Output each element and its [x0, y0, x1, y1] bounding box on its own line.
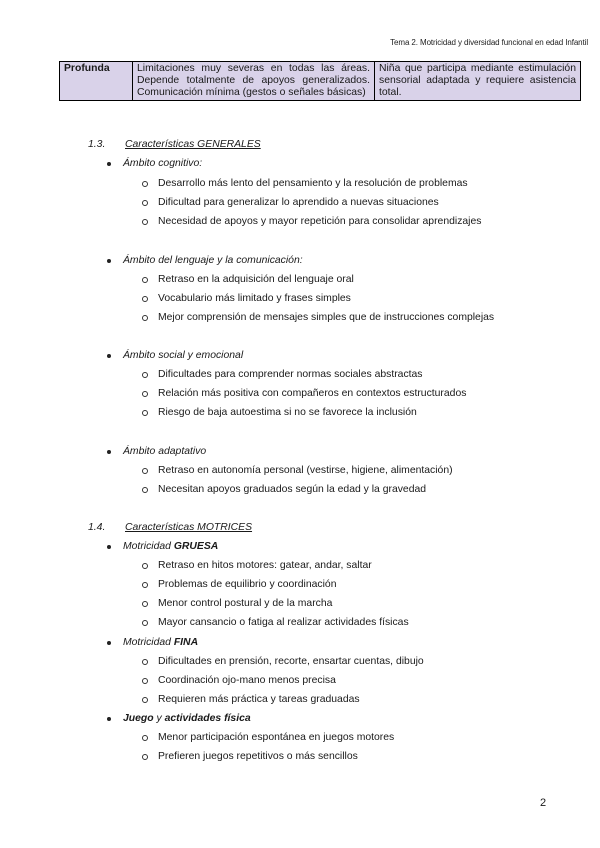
severity-level-cell: Profunda	[60, 62, 133, 101]
section-title: Características MOTRICES	[125, 522, 253, 533]
page-number: 2	[540, 797, 547, 809]
list-item-text: Prefieren juegos repetitivos o más sencillos	[158, 751, 358, 762]
list-item-text: Vocabulario más limitado y frases simples	[158, 293, 351, 304]
circle-bullet-icon	[142, 620, 148, 626]
bullet-label	[123, 713, 251, 724]
circle-bullet-icon	[142, 697, 148, 703]
bullet-icon	[107, 259, 111, 263]
circle-bullet-icon	[142, 735, 148, 741]
circle-bullet-icon	[142, 659, 148, 665]
circle-bullet-icon	[142, 391, 148, 397]
section-number: 1.4.	[88, 522, 106, 533]
bullet-label	[123, 541, 218, 552]
list-item-text: Menor control postural y de la marcha	[158, 598, 333, 609]
circle-bullet-icon	[142, 296, 148, 302]
bullet-icon	[107, 545, 111, 549]
list-item-text: Coordinación ojo-mano menos precisa	[158, 675, 336, 686]
circle-bullet-icon	[142, 468, 148, 474]
circle-bullet-icon	[142, 582, 148, 588]
list-item-text: Mayor cansancio o fatiga al realizar actividades físicas	[158, 617, 409, 628]
section-title: Características GENERALES	[125, 139, 261, 150]
section-number: 1.3.	[88, 139, 106, 150]
bullet-label: Ámbito cognitivo:	[123, 158, 203, 169]
bullet-label: Ámbito social y emocional	[123, 350, 244, 361]
circle-bullet-icon	[142, 315, 148, 321]
list-item-text: Problemas de equilibrio y coordinación	[158, 579, 337, 590]
circle-bullet-icon	[142, 563, 148, 569]
bullet-icon	[107, 162, 111, 166]
circle-bullet-icon	[142, 372, 148, 378]
circle-bullet-icon	[142, 410, 148, 416]
list-item-text: Dificultad para generalizar lo aprendido a nuevas situaciones	[158, 197, 439, 208]
list-item-text: Dificultades en prensión, recorte, ensartar cuentas, dibujo	[158, 656, 424, 667]
list-item-text: Necesidad de apoyos y mayor repetición para consolidar aprendizajes	[158, 216, 482, 227]
circle-bullet-icon	[142, 219, 148, 225]
bullet-icon	[107, 717, 111, 721]
label-prefix: Motricidad	[123, 541, 174, 552]
list-item-text: Menor participación espontánea en juegos motores	[158, 732, 395, 743]
circle-bullet-icon	[142, 678, 148, 684]
circle-bullet-icon	[142, 181, 148, 187]
label-emphasis: GRUESA	[173, 541, 219, 552]
table-row	[60, 62, 581, 101]
severity-table	[59, 61, 581, 101]
bullet-label	[123, 637, 198, 648]
bullet-label: Ámbito adaptativo	[123, 446, 207, 457]
bullet-icon	[107, 450, 111, 454]
bullet-icon	[107, 354, 111, 358]
running-header: Tema 2. Motricidad y diversidad funcional en edad Infantil	[390, 38, 588, 47]
list-item-text: Dificultades para comprender normas sociales abstractas	[158, 369, 423, 380]
list-item-text: Desarrollo más lento del pensamiento y la resolución de problemas	[158, 178, 468, 189]
list-item-text: Mejor comprensión de mensajes simples que de instrucciones complejas	[158, 312, 495, 323]
label-emphasis: actividades física	[164, 713, 251, 724]
label-emphasis: Juego	[123, 713, 154, 724]
bullet-label: Ámbito del lenguaje y la comunicación:	[123, 255, 303, 266]
circle-bullet-icon	[142, 754, 148, 760]
list-item-text: Retraso en autonomía personal (vestirse, higiene, alimentación)	[158, 465, 453, 476]
list-item-text: Necesitan apoyos graduados según la edad y la gravedad	[158, 484, 427, 495]
circle-bullet-icon	[142, 487, 148, 493]
description-cell: Limitaciones muy severas en todas las áreas. Depende totalmente de apoyos generalizados. Comunicación mínima (gestos o señales básicas)	[133, 62, 375, 101]
list-item-text: Relación más positiva con compañeros en contextos estructurados	[158, 388, 467, 399]
list-item-text: Riesgo de baja autoestima si no se favorece la inclusión	[158, 407, 417, 418]
label-prefix: Motricidad	[123, 637, 174, 648]
list-item-text: Retraso en hitos motores: gatear, andar, saltar	[158, 560, 372, 571]
circle-bullet-icon	[142, 277, 148, 283]
example-cell: Niña que participa mediante estimulación sensorial adaptada y requiere asistencia total.	[375, 62, 581, 101]
circle-bullet-icon	[142, 200, 148, 206]
list-item-text: Retraso en la adquisición del lenguaje oral	[158, 274, 354, 285]
bullet-icon	[107, 641, 111, 645]
list-item-text: Requieren más práctica y tareas graduadas	[158, 694, 360, 705]
label-connector: y	[153, 713, 165, 724]
circle-bullet-icon	[142, 601, 148, 607]
label-emphasis: FINA	[173, 637, 199, 648]
